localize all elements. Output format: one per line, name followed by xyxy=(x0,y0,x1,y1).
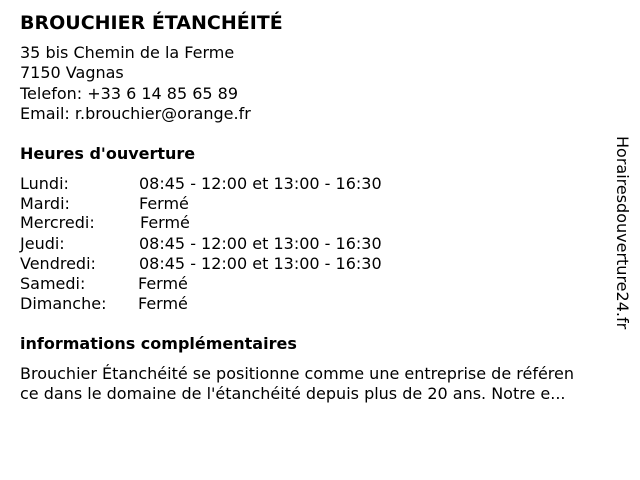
hours-value: Fermé xyxy=(139,194,189,213)
address-street: 35 bis Chemin de la Ferme xyxy=(20,43,235,62)
description-line: Brouchier Étanchéité se positionne comme une entreprise de référen xyxy=(20,364,575,383)
hours-value: 08:45 - 12:00 et 13:00 - 16:30 xyxy=(139,254,382,273)
day-label: Dimanche: xyxy=(20,294,107,313)
site-watermark: Horairesdouverture24.fr xyxy=(613,136,632,330)
address-city: 7150 Vagnas xyxy=(20,63,124,82)
day-label: Mercredi: xyxy=(20,213,95,232)
day-label: Lundi: xyxy=(20,174,69,193)
additional-info-heading: informations complémentaires xyxy=(20,334,297,353)
day-label: Samedi: xyxy=(20,274,86,293)
hours-value: Fermé xyxy=(140,213,190,232)
hours-value: 08:45 - 12:00 et 13:00 - 16:30 xyxy=(139,174,382,193)
opening-hours-heading: Heures d'ouverture xyxy=(20,144,196,163)
hours-value: 08:45 - 12:00 et 13:00 - 16:30 xyxy=(139,234,382,253)
description-line: ce dans le domaine de l'étanchéité depuis plus de 20 ans. Notre e... xyxy=(20,384,566,403)
day-label: Mardi: xyxy=(20,194,70,213)
day-label: Vendredi: xyxy=(20,254,96,273)
business-name: BROUCHIER ÉTANCHÉITÉ xyxy=(20,12,283,34)
hours-value: Fermé xyxy=(138,294,188,313)
hours-value: Fermé xyxy=(138,274,188,293)
phone-number: Telefon: +33 6 14 85 65 89 xyxy=(20,84,239,103)
day-label: Jeudi: xyxy=(20,234,65,253)
email-address: Email: r.brouchier@orange.fr xyxy=(20,104,251,123)
